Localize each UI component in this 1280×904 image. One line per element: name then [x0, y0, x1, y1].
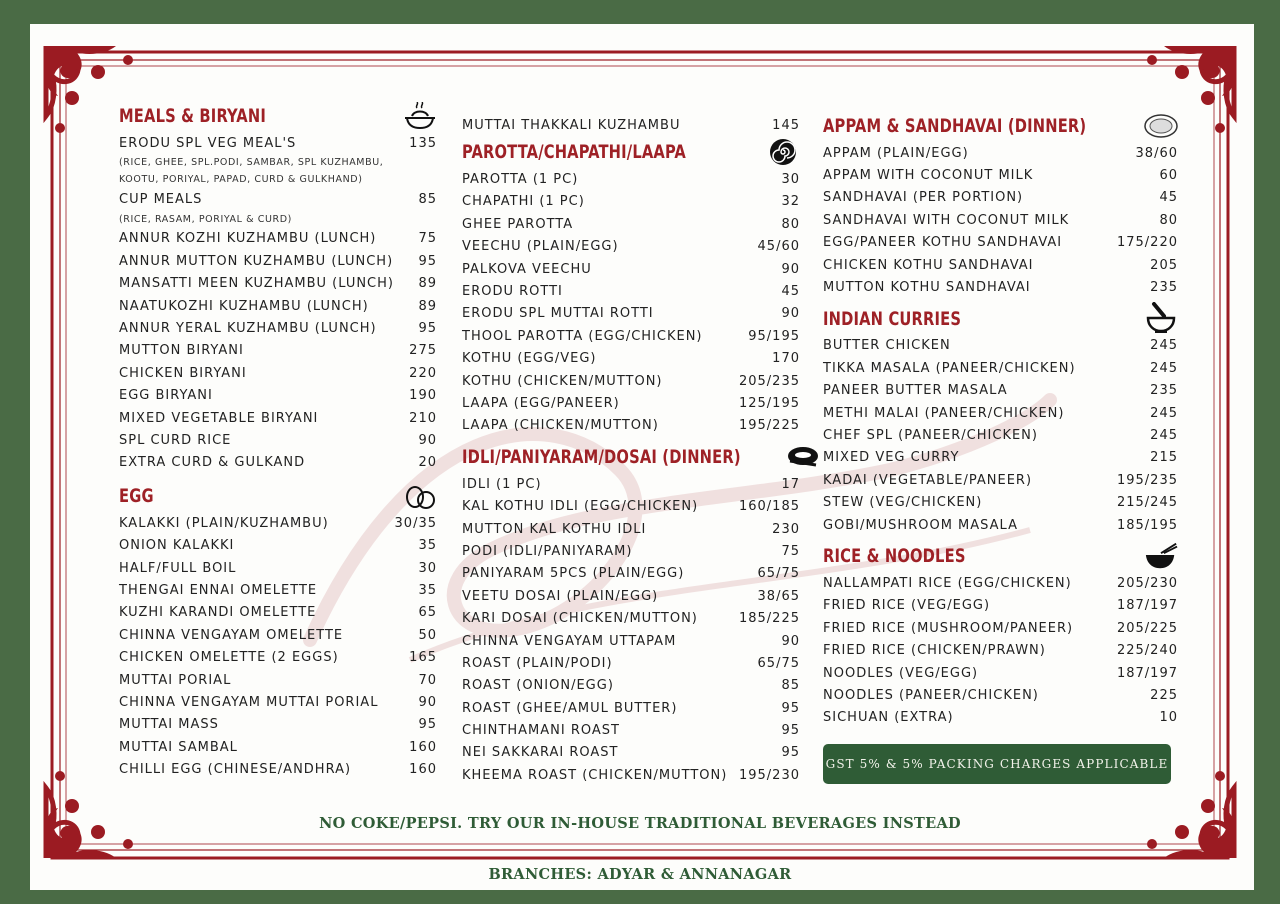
- menu-item: [462, 213, 800, 235]
- section-idli-header: [462, 441, 800, 473]
- menu-item-price: 187/197: [1116, 665, 1178, 681]
- menu-item: [823, 335, 1178, 357]
- menu-column-1: [119, 100, 437, 781]
- menu-item: [119, 624, 437, 646]
- menu-item-price: 195/235: [1116, 472, 1178, 488]
- section-parotta-header: [462, 136, 800, 168]
- menu-item-name: NOODLES (PANEER/CHICKEN): [823, 687, 1039, 703]
- menu-item-price: 20: [418, 455, 437, 471]
- menu-item: [119, 317, 437, 339]
- branches-note: BRANCHES: ADYAR & ANNANAGAR: [488, 866, 792, 883]
- menu-item: [462, 697, 800, 719]
- menu-item-description: (RICE, GHEE, SPL.PODI, SAMBAR, SPL KUZHAMBU,: [119, 157, 384, 169]
- menu-item-price: 90: [781, 633, 800, 649]
- menu-item: [462, 540, 800, 562]
- menu-item: [823, 187, 1178, 209]
- menu-item-name: THENGAI ENNAI OMELETTE: [119, 582, 318, 598]
- menu-item-name: SANDHAVAI (PER PORTION): [823, 190, 1024, 206]
- menu-item-price: 185/195: [1116, 517, 1178, 533]
- menu-item-price: 90: [781, 261, 800, 277]
- menu-item-name: MUTTAI PORIAL: [119, 672, 232, 688]
- menu-item-price: 45/60: [757, 239, 800, 255]
- menu-item-price: 60: [1159, 168, 1178, 184]
- menu-item-price: 235: [1150, 280, 1178, 296]
- menu-item-price: 170: [772, 351, 800, 367]
- menu-column-3: [823, 110, 1178, 729]
- menu-item-price: 205: [1150, 257, 1178, 273]
- menu-item-name: MUTTAI SAMBAL: [119, 739, 238, 755]
- menu-item: [119, 579, 437, 601]
- menu-item: [119, 602, 437, 624]
- menu-item: [462, 168, 800, 190]
- menu-item: [462, 652, 800, 674]
- menu-item-name: HALF/FULL BOIL: [119, 560, 237, 576]
- menu-item: [462, 607, 800, 629]
- menu-item-name: MIXED VEG CURRY: [823, 450, 960, 466]
- menu-item-name: MUTTON KOTHU SANDHAVAI: [823, 280, 1031, 296]
- appam-item-list: [823, 142, 1178, 299]
- menu-item: [823, 514, 1178, 536]
- menu-item: [462, 518, 800, 540]
- menu-item-name: EGG/PANEER KOTHU SANDHAVAI: [823, 235, 1063, 251]
- menu-item-price: 145: [772, 117, 800, 133]
- menu-item-name: SANDHAVAI WITH COCONUT MILK: [823, 212, 1070, 228]
- menu-item-price: 95: [781, 745, 800, 761]
- menu-item: [119, 736, 437, 758]
- menu-item-name: CHILLI EGG (CHINESE/ANDHRA): [119, 762, 352, 778]
- menu-item-name: ANNUR YERAL KUZHAMBU (LUNCH): [119, 321, 377, 337]
- menu-item-name: FRIED RICE (MUSHROOM/PANEER): [823, 620, 1074, 636]
- menu-item-name: MIXED VEGETABLE BIRYANI: [119, 410, 319, 426]
- menu-item: [119, 188, 437, 210]
- menu-item-price: 38/65: [757, 588, 800, 604]
- menu-item-price: 35: [418, 582, 437, 598]
- gst-notice-badge: GST 5% & 5% PACKING CHARGES APPLICABLE: [823, 744, 1171, 784]
- egg-item-list: [119, 512, 437, 781]
- menu-item: [462, 764, 800, 786]
- menu-item-price: 95: [781, 723, 800, 739]
- menu-item-name: ERODU SPL MUTTAI ROTTI: [462, 306, 654, 322]
- menu-item-name: ROAST (GHEE/AMUL BUTTER): [462, 700, 678, 716]
- menu-item: [823, 380, 1178, 402]
- menu-item-price: 205/225: [1116, 620, 1178, 636]
- menu-item: [119, 646, 437, 668]
- menu-item-price: 35: [418, 538, 437, 554]
- menu-item: [823, 447, 1178, 469]
- menu-item: [119, 512, 437, 534]
- menu-item-name: LAAPA (EGG/PANEER): [462, 395, 620, 411]
- menu-item: [119, 250, 437, 272]
- menu-item-name: KUZHI KARANDI OMELETTE: [119, 605, 317, 621]
- menu-item-name: BUTTER CHICKEN: [823, 338, 951, 354]
- menu-item-price: 32: [781, 194, 800, 210]
- menu-item: [119, 340, 437, 362]
- section-title-appam: APPAM & SANDHAVAI (DINNER): [823, 115, 1087, 137]
- menu-item-name: CHICKEN OMELETTE (2 EGGS): [119, 650, 339, 666]
- menu-item-name: CUP MEALS: [119, 192, 203, 208]
- parotta-spiral-icon: [766, 137, 800, 167]
- menu-item-name: KALAKKI (PLAIN/KUZHAMBU): [119, 515, 329, 531]
- menu-item-name: ERODU ROTTI: [462, 284, 563, 300]
- menu-item-price: 50: [418, 627, 437, 643]
- menu-item: [823, 662, 1178, 684]
- menu-item-name: KHEEMA ROAST (CHICKEN/MUTTON): [462, 767, 728, 783]
- menu-item: [823, 707, 1178, 729]
- section-curries-header: [823, 303, 1178, 335]
- menu-item: [119, 295, 437, 317]
- menu-item: [823, 595, 1178, 617]
- menu-item: [823, 357, 1178, 379]
- menu-item-name: THOOL PAROTTA (EGG/CHICKEN): [462, 328, 703, 344]
- menu-item: [462, 473, 800, 495]
- menu-item: [462, 415, 800, 437]
- menu-item: [119, 758, 437, 780]
- menu-item-price: 95: [781, 700, 800, 716]
- menu-item-name: PODI (IDLI/PANIYARAM): [462, 543, 633, 559]
- menu-item: [462, 325, 800, 347]
- menu-item-name: CHINNA VENGAYAM MUTTAI PORIAL: [119, 694, 379, 710]
- menu-item-price: 220: [409, 365, 437, 381]
- menu-item-price: 17: [781, 476, 800, 492]
- menu-item-name: GOBI/MUSHROOM MASALA: [823, 517, 1018, 533]
- menu-item: [462, 742, 800, 764]
- menu-item-name: PANEER BUTTER MASALA: [823, 383, 1008, 399]
- menu-item-price: 65: [418, 605, 437, 621]
- menu-item-price: 210: [409, 410, 437, 426]
- menu-item-price: 85: [418, 192, 437, 208]
- menu-item-price: 160: [409, 739, 437, 755]
- menu-item-name: EGG BIRYANI: [119, 388, 213, 404]
- menu-item: [462, 236, 800, 258]
- menu-item-price: 245: [1150, 405, 1178, 421]
- menu-item: [462, 719, 800, 741]
- menu-item-name: NAATUKOZHI KUZHAMBU (LUNCH): [119, 298, 369, 314]
- idli-item-list: [462, 473, 800, 786]
- menu-item-price: 80: [1159, 212, 1178, 228]
- menu-item-price: 190: [409, 388, 437, 404]
- menu-item-price: 215/245: [1116, 495, 1178, 511]
- curries-item-list: [823, 335, 1178, 537]
- menu-item: [119, 407, 437, 429]
- menu-item: [462, 675, 800, 697]
- menu-item-price: 89: [418, 276, 437, 292]
- menu-item: [823, 209, 1178, 231]
- menu-item: [823, 142, 1178, 164]
- menu-item-name: ERODU SPL VEG MEAL'S: [119, 135, 297, 151]
- menu-item-name: CHINNA VENGAYAM UTTAPAM: [462, 633, 677, 649]
- menu-item-price: 65/75: [757, 655, 800, 671]
- menu-item-price: 90: [418, 694, 437, 710]
- menu-item-name: CHEF SPL (PANEER/CHICKEN): [823, 427, 1038, 443]
- menu-item-name: MUTTAI THAKKALI KUZHAMBU: [462, 117, 681, 133]
- menu-item: [462, 258, 800, 280]
- menu-item-price: 80: [781, 216, 800, 232]
- mortar-pestle-icon: [1144, 304, 1178, 334]
- menu-item-price: 187/197: [1116, 598, 1178, 614]
- menu-item: [462, 585, 800, 607]
- menu-item: [462, 348, 800, 370]
- menu-item: [462, 630, 800, 652]
- menu-item-price: 205/230: [1116, 575, 1178, 591]
- menu-item: [462, 370, 800, 392]
- menu-item-price: 195/225: [738, 418, 800, 434]
- menu-item-name: MUTTON BIRYANI: [119, 343, 244, 359]
- menu-item: [823, 684, 1178, 706]
- menu-item-price: 38/60: [1135, 145, 1178, 161]
- menu-item-name: GHEE PAROTTA: [462, 216, 574, 232]
- idli-steamer-icon: [786, 442, 820, 472]
- menu-item: [823, 572, 1178, 594]
- menu-item-name: CHAPATHI (1 PC): [462, 194, 585, 210]
- menu-item: [462, 563, 800, 585]
- menu-item-price: 30: [781, 172, 800, 188]
- menu-item-price: 195/230: [738, 767, 800, 783]
- menu-item: [823, 491, 1178, 513]
- menu-item-price: 175/220: [1116, 235, 1178, 251]
- menu-item-price: 75: [418, 231, 437, 247]
- food-bowl-icon: [403, 101, 437, 131]
- menu-item-name: CHINTHAMANI ROAST: [462, 723, 620, 739]
- menu-item-price: 185/225: [738, 611, 800, 627]
- menu-item-price: 235: [1150, 383, 1178, 399]
- menu-item: [119, 452, 437, 474]
- menu-item: [462, 495, 800, 517]
- menu-item-price: 135: [409, 135, 437, 151]
- menu-item-description: (RICE, RASAM, PORIYAL & CURD): [119, 213, 292, 225]
- menu-item-name: NEI SAKKARAI ROAST: [462, 745, 619, 761]
- menu-item-price: 160: [409, 762, 437, 778]
- menu-item: [462, 114, 800, 136]
- section-rice-header: [823, 540, 1178, 572]
- rice-item-list: [823, 572, 1178, 729]
- appam-plate-icon: [1144, 111, 1178, 141]
- menu-item-name: PALKOVA VEECHU: [462, 261, 592, 277]
- section-title-egg: EGG: [119, 485, 154, 508]
- menu-item-price: 245: [1150, 360, 1178, 376]
- menu-item: [462, 392, 800, 414]
- menu-item-name: CHINNA VENGAYAM OMELETTE: [119, 627, 344, 643]
- menu-column-2: [462, 114, 800, 787]
- menu-item-name: KADAI (VEGETABLE/PANEER): [823, 472, 1033, 488]
- menu-item-price: 245: [1150, 427, 1178, 443]
- menu-item-name: KARI DOSAI (CHICKEN/MUTTON): [462, 611, 698, 627]
- menu-item-name: SPL CURD RICE: [119, 432, 232, 448]
- menu-item: [119, 669, 437, 691]
- menu-item: [823, 276, 1178, 298]
- menu-item-price: 225/240: [1116, 643, 1178, 659]
- menu-item-price: 45: [781, 284, 800, 300]
- menu-item-price: 95: [418, 717, 437, 733]
- menu-item-name: SICHUAN (EXTRA): [823, 710, 954, 726]
- menu-item-price: 65/75: [757, 566, 800, 582]
- menu-item-name: KOTHU (CHICKEN/MUTTON): [462, 373, 663, 389]
- menu-item-price: 75: [781, 543, 800, 559]
- menu-item-price: 45: [1159, 190, 1178, 206]
- menu-item: [462, 280, 800, 302]
- menu-item-name: CHICKEN BIRYANI: [119, 365, 247, 381]
- menu-item-name: LAAPA (CHICKEN/MUTTON): [462, 418, 659, 434]
- menu-item: [462, 303, 800, 325]
- menu-item-description: KOOTU, PORIYAL, PAPAD, CURD & GULKHAND): [119, 174, 363, 186]
- menu-item-price: 245: [1150, 338, 1178, 354]
- menu-item-price: 275: [409, 343, 437, 359]
- menu-item-price: 10: [1159, 710, 1178, 726]
- menu-item-price: 95: [418, 321, 437, 337]
- menu-item-name: METHI MALAI (PANEER/CHICKEN): [823, 405, 1065, 421]
- menu-item: [119, 534, 437, 556]
- menu-item-name: APPAM (PLAIN/EGG): [823, 145, 969, 161]
- menu-item-name: ONION KALAKKI: [119, 538, 235, 554]
- menu-item: [119, 228, 437, 250]
- menu-item: [119, 385, 437, 407]
- menu-item-price: 30/35: [394, 515, 437, 531]
- menu-item-name: PAROTTA (1 PC): [462, 172, 579, 188]
- menu-item-price: 230: [772, 521, 800, 537]
- menu-item-name: FRIED RICE (CHICKEN/PRAWN): [823, 643, 1046, 659]
- section-egg-header: [119, 480, 437, 512]
- menu-item: [823, 254, 1178, 276]
- menu-item: [823, 164, 1178, 186]
- menu-item-name: ANNUR MUTTON KUZHAMBU (LUNCH): [119, 253, 394, 269]
- beverage-note: NO COKE/PEPSI. TRY OUR IN-HOUSE TRADITIONAL BEVERAGES INSTEAD: [319, 815, 961, 832]
- menu-item-name: MANSATTI MEEN KUZHAMBU (LUNCH): [119, 276, 394, 292]
- noodle-bowl-icon: [1144, 541, 1178, 571]
- eggs-icon: [403, 481, 437, 511]
- menu-item-price: 30: [418, 560, 437, 576]
- menu-item-name: VEETU DOSAI (PLAIN/EGG): [462, 588, 659, 604]
- section-title-parotta: PAROTTA/CHAPATHI/LAAPA: [462, 141, 686, 164]
- menu-item-price: 160/185: [738, 499, 800, 515]
- menu-item-price: 205/235: [738, 373, 800, 389]
- menu-item: [823, 617, 1178, 639]
- menu-item: [462, 191, 800, 213]
- section-appam-header: [823, 110, 1178, 142]
- menu-item-price: 125/195: [738, 395, 800, 411]
- menu-item: [119, 132, 437, 154]
- meals-item-list: [119, 132, 437, 474]
- menu-item-name: NOODLES (VEG/EGG): [823, 665, 979, 681]
- menu-item-name: ROAST (PLAIN/PODI): [462, 655, 613, 671]
- section-title-idli: IDLI/PANIYARAM/DOSAI (DINNER): [462, 446, 741, 469]
- menu-item-name: MUTTAI MASS: [119, 717, 219, 733]
- menu-item: [119, 273, 437, 295]
- menu-item: [823, 469, 1178, 491]
- menu-item-price: 95: [418, 253, 437, 269]
- menu-item: [119, 429, 437, 451]
- menu-item-name: NALLAMPATI RICE (EGG/CHICKEN): [823, 575, 1072, 591]
- menu-item-name: ROAST (ONION/EGG): [462, 678, 614, 694]
- menu-item-name: PANIYARAM 5PCS (PLAIN/EGG): [462, 566, 685, 582]
- menu-item-price: 70: [418, 672, 437, 688]
- menu-item: [823, 402, 1178, 424]
- menu-item-price: 215: [1150, 450, 1178, 466]
- menu-item: [823, 232, 1178, 254]
- menu-item-name: CHICKEN KOTHU SANDHAVAI: [823, 257, 1034, 273]
- menu-item-name: STEW (VEG/CHICKEN): [823, 495, 983, 511]
- menu-item-name: IDLI (1 PC): [462, 476, 542, 492]
- menu-item: [119, 362, 437, 384]
- menu-item: [823, 424, 1178, 446]
- menu-item-price: 225: [1150, 687, 1178, 703]
- menu-item-name: VEECHU (PLAIN/EGG): [462, 239, 619, 255]
- menu-item: [119, 691, 437, 713]
- menu-item-price: 90: [418, 432, 437, 448]
- menu-item-name: ANNUR KOZHI KUZHAMBU (LUNCH): [119, 231, 377, 247]
- menu-item-price: 89: [418, 298, 437, 314]
- section-meals-header: [119, 100, 437, 132]
- menu-item-name: APPAM WITH COCONUT MILK: [823, 168, 1034, 184]
- section-title-curries: INDIAN CURRIES: [823, 307, 962, 330]
- menu-item-name: TIKKA MASALA (PANEER/CHICKEN): [823, 360, 1076, 376]
- menu-item-name: KAL KOTHU IDLI (EGG/CHICKEN): [462, 499, 699, 515]
- section-title-rice: RICE & NOODLES: [823, 545, 966, 568]
- parotta-item-list: [462, 168, 800, 437]
- section-title-meals: MEALS & BIRYANI: [119, 105, 266, 127]
- menu-item-name: MUTTON KAL KOTHU IDLI: [462, 521, 647, 537]
- menu-item: [119, 714, 437, 736]
- menu-item-name: EXTRA CURD & GULKAND: [119, 455, 306, 471]
- menu-item: [119, 557, 437, 579]
- menu-item-price: 95/195: [748, 328, 800, 344]
- col2-top-item-list: [462, 114, 800, 136]
- menu-item-price: 90: [781, 306, 800, 322]
- menu-item-price: 85: [781, 678, 800, 694]
- menu-item-price: 165: [409, 650, 437, 666]
- menu-item-name: FRIED RICE (VEG/EGG): [823, 598, 991, 614]
- menu-item-name: KOTHU (EGG/VEG): [462, 351, 597, 367]
- menu-item: [823, 639, 1178, 661]
